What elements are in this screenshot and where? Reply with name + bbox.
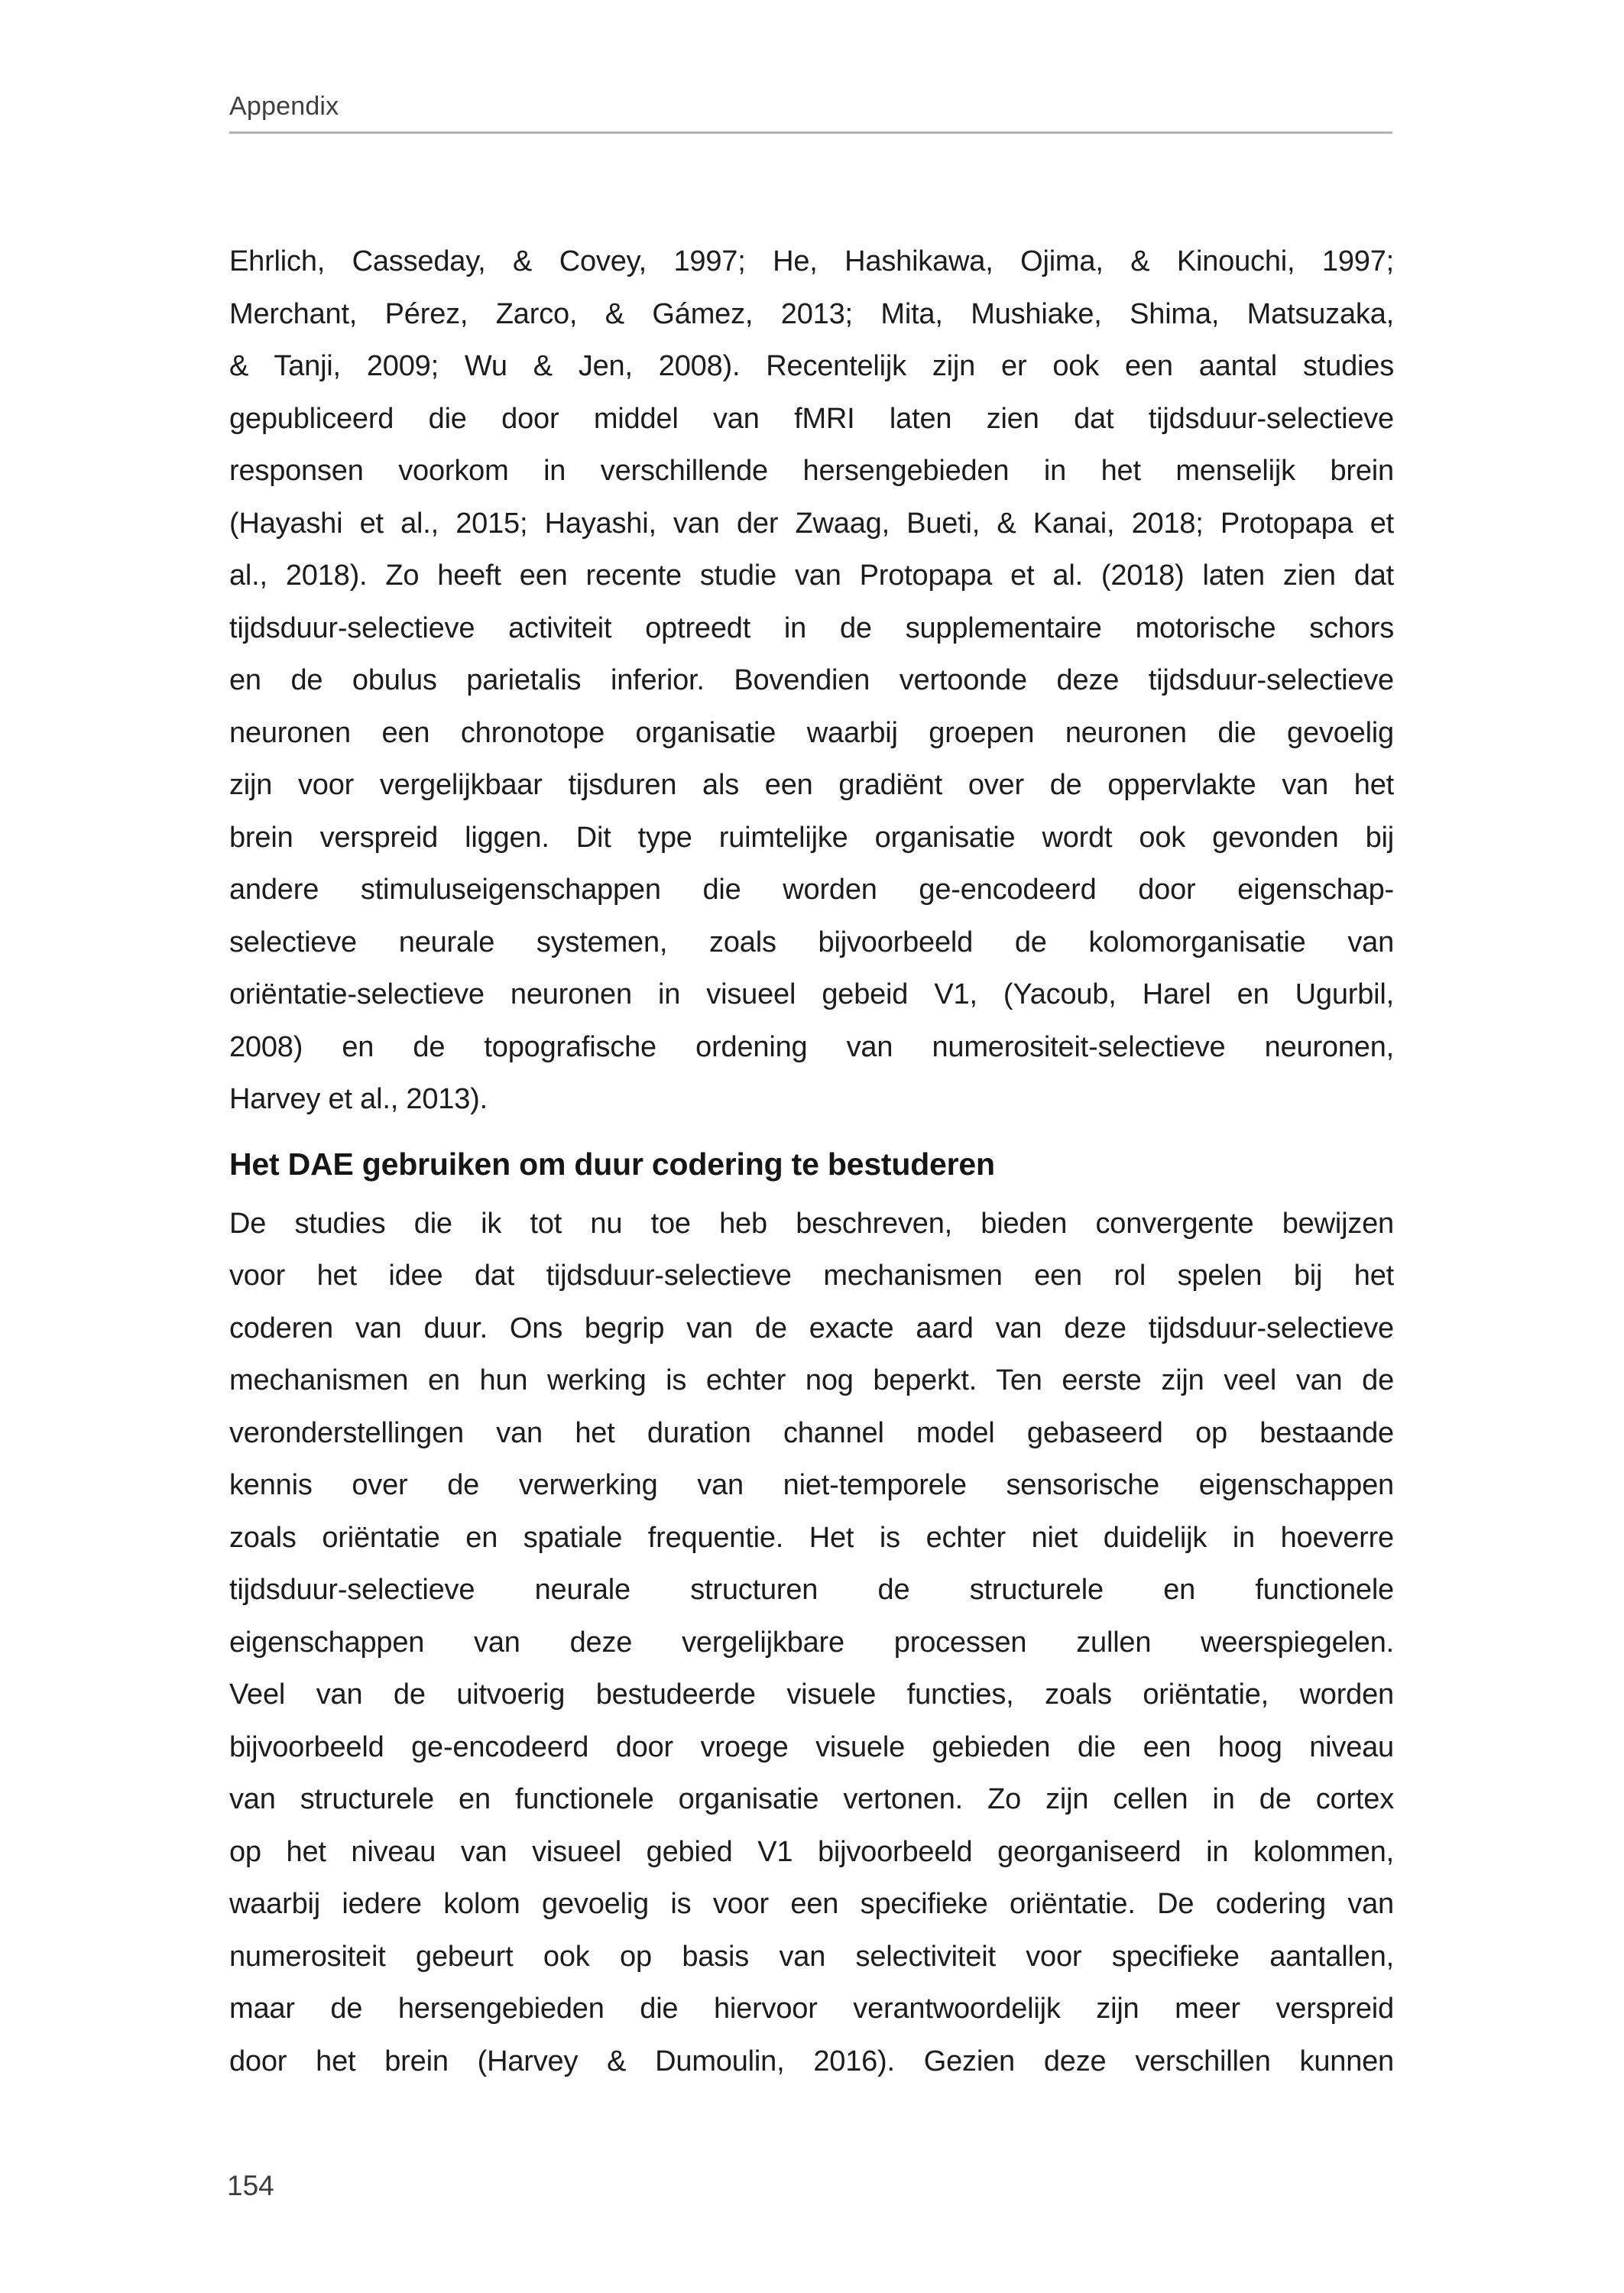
- text-line: brein verspreid liggen. Dit type ruimtelijke organisatie wordt ook gevonden bij: [229, 821, 1394, 854]
- paragraph-2: [229, 1198, 1394, 2088]
- text-line: selectieve neurale systemen, zoals bijvoorbeeld de kolomorganisatie van: [229, 926, 1394, 958]
- text-line: numerositeit gebeurt ook op basis van selectiviteit voor specifieke aantallen,: [229, 1940, 1394, 1973]
- text-line: Harvey et al., 2013).: [229, 1083, 488, 1115]
- text-line: kennis over de verwerking van niet-temporele sensorische eigenschappen: [229, 1469, 1394, 1501]
- text-line: coderen van duur. Ons begrip van de exacte aard van deze tijdsduur-selectieve: [229, 1312, 1394, 1344]
- text-line: neuronen een chronotope organisatie waarbij groepen neuronen die gevoelig: [229, 716, 1394, 749]
- text-line: bijvoorbeeld ge-encodeerd door vroege visuele gebieden die een hoog niveau: [229, 1730, 1394, 1763]
- text-line: veronderstellingen van het duration channel model gebaseerd op bestaande: [229, 1416, 1394, 1449]
- text-line: van structurele en functionele organisatie vertonen. Zo zijn cellen in de cortex: [229, 1783, 1394, 1815]
- text-line: responsen voorkom in verschillende hersengebieden in het menselijk brein: [229, 455, 1394, 487]
- text-line: en de obulus parietalis inferior. Bovendien vertoonde deze tijdsduur-selectieve: [229, 664, 1394, 696]
- text-line: & Tanji, 2009; Wu & Jen, 2008). Recentelijk zijn er ook een aantal studies: [229, 350, 1394, 382]
- text-line: zoals oriëntatie en spatiale frequentie. Het is echter niet duidelijk in hoeverre: [229, 1521, 1394, 1554]
- text-line: andere stimuluseigenschappen die worden ge-encodeerd door eigenschap-: [229, 874, 1394, 906]
- text-line: gepubliceerd die door middel van fMRI laten zien dat tijdsduur-selectieve: [229, 402, 1394, 435]
- text-line: zijn voor vergelijkbaar tijsduren als een gradiënt over de oppervlakte van het: [229, 769, 1394, 801]
- text-line: Merchant, Pérez, Zarco, & Gámez, 2013; Mita, Mushiake, Shima, Matsuzaka,: [229, 297, 1394, 330]
- page-body: [229, 235, 1394, 2087]
- page-number: 154: [227, 2170, 274, 2201]
- text-line: door het brein (Harvey & Dumoulin, 2016). Gezien deze verschillen kunnen: [229, 2045, 1394, 2077]
- text-line: tijdsduur-selectieve activiteit optreedt in de supplementaire motorische schors: [229, 611, 1394, 644]
- paragraph-1: [229, 235, 1394, 1126]
- text-line: voor het idee dat tijdsduur-selectieve mechanismen een rol spelen bij het: [229, 1260, 1394, 1292]
- section-heading: Het DAE gebruiken om duur codering te bestuderen: [229, 1146, 995, 1182]
- text-line: Veel van de uitvoerig bestudeerde visuele functies, zoals oriëntatie, worden: [229, 1678, 1394, 1711]
- text-line: op het niveau van visueel gebied V1 bijvoorbeeld georganiseerd in kolommen,: [229, 1835, 1394, 1868]
- running-header-title: Appendix: [229, 92, 339, 121]
- text-line: waarbij iedere kolom gevoelig is voor een specifieke oriëntatie. De codering van: [229, 1888, 1394, 1920]
- text-line: 2008) en de topografische ordening van numerositeit-selectieve neuronen,: [229, 1030, 1394, 1063]
- text-line: oriëntatie-selectieve neuronen in visueel gebeid V1, (Yacoub, Harel en Ugurbil,: [229, 978, 1394, 1010]
- text-line: eigenschappen van deze vergelijkbare processen zullen weerspiegelen.: [229, 1626, 1394, 1659]
- page-header: [229, 90, 1392, 134]
- text-line: De studies die ik tot nu toe heb beschreven, bieden convergente bewijzen: [229, 1207, 1394, 1240]
- text-line: Ehrlich, Casseday, & Covey, 1997; He, Hashikawa, Ojima, & Kinouchi, 1997;: [229, 245, 1394, 277]
- text-line: maar de hersengebieden die hiervoor verantwoordelijk zijn meer verspreid: [229, 1993, 1394, 2025]
- page-footer: [227, 2169, 274, 2203]
- text-line: mechanismen en hun werking is echter nog beperkt. Ten eerste zijn veel van de: [229, 1364, 1394, 1396]
- text-line: tijdsduur-selectieve neurale structuren de structurele en functionele: [229, 1574, 1394, 1606]
- text-line: al., 2018). Zo heeft een recente studie van Protopapa et al. (2018) laten zien dat: [229, 559, 1394, 592]
- text-line: (Hayashi et al., 2015; Hayashi, van der Zwaag, Bueti, & Kanai, 2018; Protopapa et: [229, 507, 1394, 540]
